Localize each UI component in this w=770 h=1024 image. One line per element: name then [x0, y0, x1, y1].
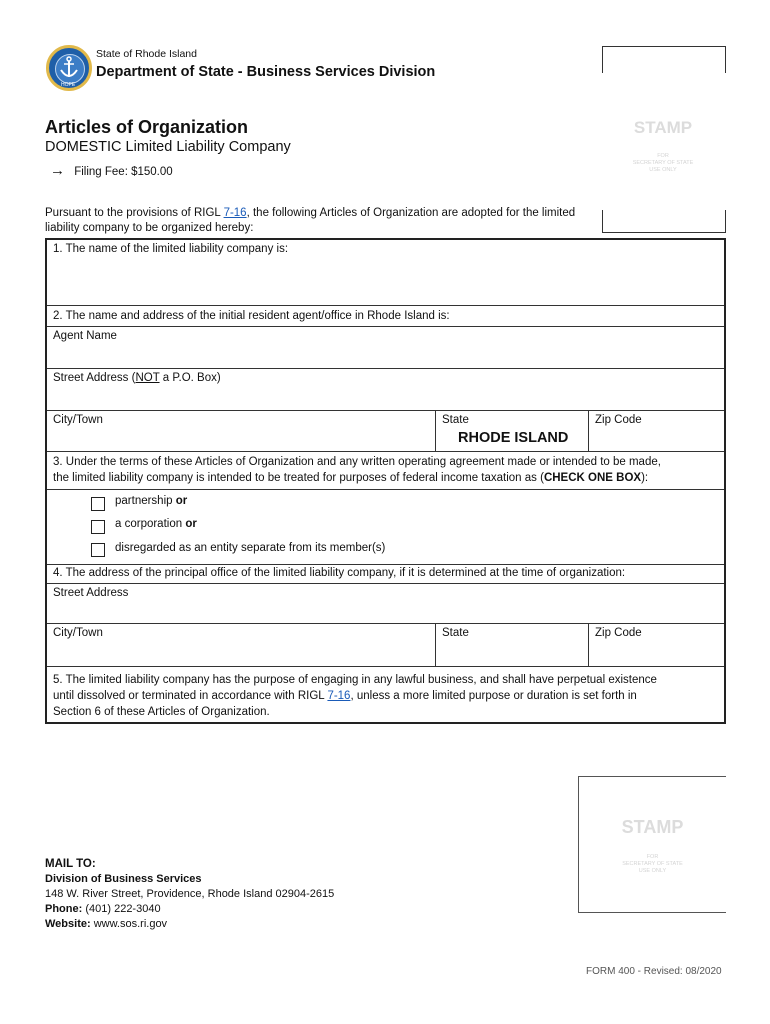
agent-name-field[interactable] — [47, 327, 724, 368]
street-not: NOT — [135, 372, 160, 384]
partnership-label: partnership — [115, 495, 173, 507]
stamp-frame-top — [602, 46, 726, 73]
stamp-note — [602, 153, 724, 174]
corporation-checkbox[interactable] — [91, 520, 105, 534]
section-5-line2 — [53, 688, 718, 704]
website-line — [45, 917, 334, 932]
stamp-label: STAMP — [633, 118, 693, 137]
phone-label: Phone: — [45, 903, 83, 915]
street-label: Street Address ( — [53, 372, 136, 384]
street-label-cont: a P.O. Box) — [159, 372, 221, 384]
division-name: Division of Business Services — [45, 873, 202, 885]
document-subtitle: DOMESTIC Limited Liability Company — [45, 139, 291, 155]
section-1 — [47, 240, 724, 306]
section-3-label: 3. Under the terms of these Articles of Organization and any written operating agreement made or intended to be made, — [53, 456, 661, 468]
website-url[interactable]: www.sos.ri.gov — [93, 918, 168, 930]
city-label: City/Town — [53, 414, 103, 426]
phone-line — [45, 902, 334, 917]
partnership-checkbox[interactable] — [91, 497, 105, 511]
agent-zip-field[interactable] — [588, 411, 724, 451]
partnership-option — [115, 495, 187, 507]
principal-city-row — [47, 624, 724, 667]
fee-label: Filing Fee: — [74, 166, 128, 178]
principal-zip-field[interactable] — [588, 624, 724, 666]
section-2-label: 2. The name and address of the initial resident agent/office in Rhode Island is: — [53, 310, 450, 322]
state-line: State of Rhode Island — [96, 48, 197, 60]
mail-heading: MAIL TO: — [45, 858, 96, 870]
department-heading: Department of State - Business Services Division — [96, 64, 436, 80]
mail-to-block — [45, 857, 334, 932]
phone-number: (401) 222-3040 — [85, 903, 161, 915]
articles-form — [45, 238, 726, 724]
stamp-label: STAMP — [621, 817, 684, 837]
section-5-line1: 5. The limited liability company has the purpose of engaging in any lawful business, and shall have perpetual existence — [53, 674, 657, 686]
stamp-note — [579, 854, 726, 875]
disregarded-option: disregarded as an entity separate from its member(s) — [115, 542, 386, 554]
filing-fee — [50, 162, 173, 179]
seal-text: HOPE — [61, 82, 76, 88]
section-1-label: 1. The name of the limited liability company is: — [53, 243, 289, 255]
section-5 — [47, 667, 724, 722]
stamp-note-line: FOR — [657, 153, 669, 159]
section-3-label-2 — [53, 471, 718, 487]
check-one-box: CHECK ONE BOX — [543, 471, 642, 484]
stamp-note-line: SECRETARY OF STATE — [632, 160, 694, 166]
rigl-link[interactable]: 7-16 — [223, 207, 247, 219]
agent-state-field — [435, 411, 588, 451]
or-label: or — [185, 518, 197, 530]
document-title: Articles of Organization — [45, 117, 249, 137]
corporation-option — [115, 518, 197, 530]
arrow-right-icon: → — [50, 162, 65, 179]
principal-state-field[interactable] — [435, 624, 588, 666]
agent-street-field[interactable] — [47, 369, 724, 410]
intro-text-cont: , the following Articles of Organization are adopted for the limited liability company to be organized hereby: — [45, 207, 576, 234]
stamp-note-line: FOR — [646, 854, 659, 860]
stamp-note-line: SECRETARY OF STATE — [622, 861, 683, 867]
principal-street-row — [47, 584, 724, 624]
disregarded-checkbox[interactable] — [91, 543, 105, 557]
section-5-text: until dissolved or terminated in accordance with RIGL — [53, 690, 328, 702]
section-4-header — [47, 565, 724, 584]
tax-options — [47, 490, 724, 565]
section-5-line3: Section 6 of these Articles of Organization. — [53, 706, 270, 718]
principal-street-field[interactable] — [47, 584, 724, 623]
zip-label: Zip Code — [595, 414, 642, 426]
mail-address: 148 W. River Street, Providence, Rhode Island 02904-2615 — [45, 888, 335, 900]
section-5-text-cont: , unless a more limited purpose or duration is set forth in — [350, 690, 637, 702]
stamp-box-bottom — [578, 776, 726, 913]
stamp-note-line: USE ONLY — [649, 167, 677, 173]
section-3-label-end: ): — [641, 471, 649, 484]
agent-city-field[interactable] — [47, 411, 435, 451]
stamp-frame-bottom — [602, 210, 726, 233]
stamp-note-line: USE ONLY — [638, 868, 667, 874]
section-3-label-text: the limited liability company is intended to be treated for purposes of federal income taxation as ( — [53, 471, 544, 484]
section-2-header — [47, 306, 724, 327]
section-4-label: 4. The address of the principal office of the limited liability company, if it is determined at the time of organization: — [53, 567, 626, 579]
state-label: State — [442, 627, 469, 639]
state-label: State — [442, 414, 469, 426]
corporation-label: a corporation — [115, 518, 183, 530]
or-label: or — [175, 495, 188, 507]
state-value: RHODE ISLAND — [458, 430, 569, 446]
company-name-field[interactable] — [47, 240, 724, 305]
section-3-header — [47, 452, 724, 490]
agent-name-row — [47, 327, 724, 369]
agent-name-label: Agent Name — [53, 330, 117, 342]
state-seal-logo — [46, 45, 92, 91]
anchor-icon — [59, 56, 79, 80]
zip-label: Zip Code — [595, 627, 642, 639]
agent-street-row — [47, 369, 724, 411]
intro-text: Pursuant to the provisions of RIGL — [45, 207, 224, 219]
intro-paragraph — [45, 206, 585, 236]
website-label: Website: — [45, 918, 91, 930]
city-label: City/Town — [53, 627, 103, 639]
principal-city-field[interactable] — [47, 624, 435, 666]
rigl-link[interactable]: 7-16 — [327, 690, 351, 702]
fee-value: $150.00 — [131, 166, 173, 178]
agent-city-row — [47, 411, 724, 452]
street-label: Street Address — [53, 587, 129, 599]
form-number: FORM 400 - Revised: 08/2020 — [586, 966, 722, 977]
